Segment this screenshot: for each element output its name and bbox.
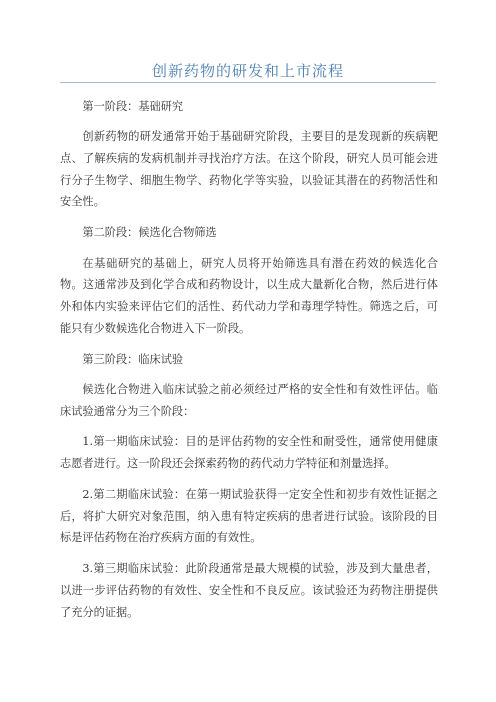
paragraph-stage-3-intro: 候选化合物进入临床试验之前必须经过严格的安全性和有效性评估。临床试验通常分为三个阶段： (60, 382, 438, 418)
list-item-phase-3: 3.第三期临床试验：此阶段通常是最大规模的试验，涉及到大量患者，以进一步评估药物的有效性、安全性和不良反应。该试验还为药物注册提供了充分的证据。 (60, 562, 438, 619)
document-body (60, 96, 438, 633)
section-heading-stage-3: 第三阶段：临床试验 (82, 352, 184, 366)
list-item-phase-1: 1.第一期临床试验：目的是评估药物的安全性和耐受性，通常使用健康志愿者进行。这一阶段还会探索药物的药代动力学特征和剂量选择。 (60, 435, 438, 471)
document-title: 创新药物的研发和上市流程 (151, 62, 344, 80)
section-heading-stage-2: 第二阶段：候选化合物筛选 (82, 226, 217, 240)
list-item-phase-2: 2.第二期临床试验：在第一期试验获得一定安全性和初步有效性证据之后，将扩大研究对象范围，纳入患有特定疾病的患者进行试验。该阶段的目标是评估药物在治疗疾病方面的有效性。 (60, 488, 438, 545)
paragraph-stage-2: 在基础研究的基础上，研究人员将开始筛选具有潜在药效的候选化合物。这通常涉及到化学合成和药物设计，以生成大量新化合物，然后进行体外和体内实验来评估它们的活性、药代动力学和毒理学特性。筛选之后，可能只有少数候选化合物进入下一阶段。 (60, 256, 438, 335)
paragraph-stage-1: 创新药物的研发通常开始于基础研究阶段，主要目的是发现新的疾病靶点、了解疾病的发病机制并寻找治疗方法。在这个阶段，研究人员可能会进行分子生物学、细胞生物学、药物化学等实验，以验证其潜在的药物活性和安全性。 (60, 130, 438, 209)
section-heading-stage-1: 第一阶段：基础研究 (82, 100, 184, 113)
title-divider (60, 82, 436, 83)
